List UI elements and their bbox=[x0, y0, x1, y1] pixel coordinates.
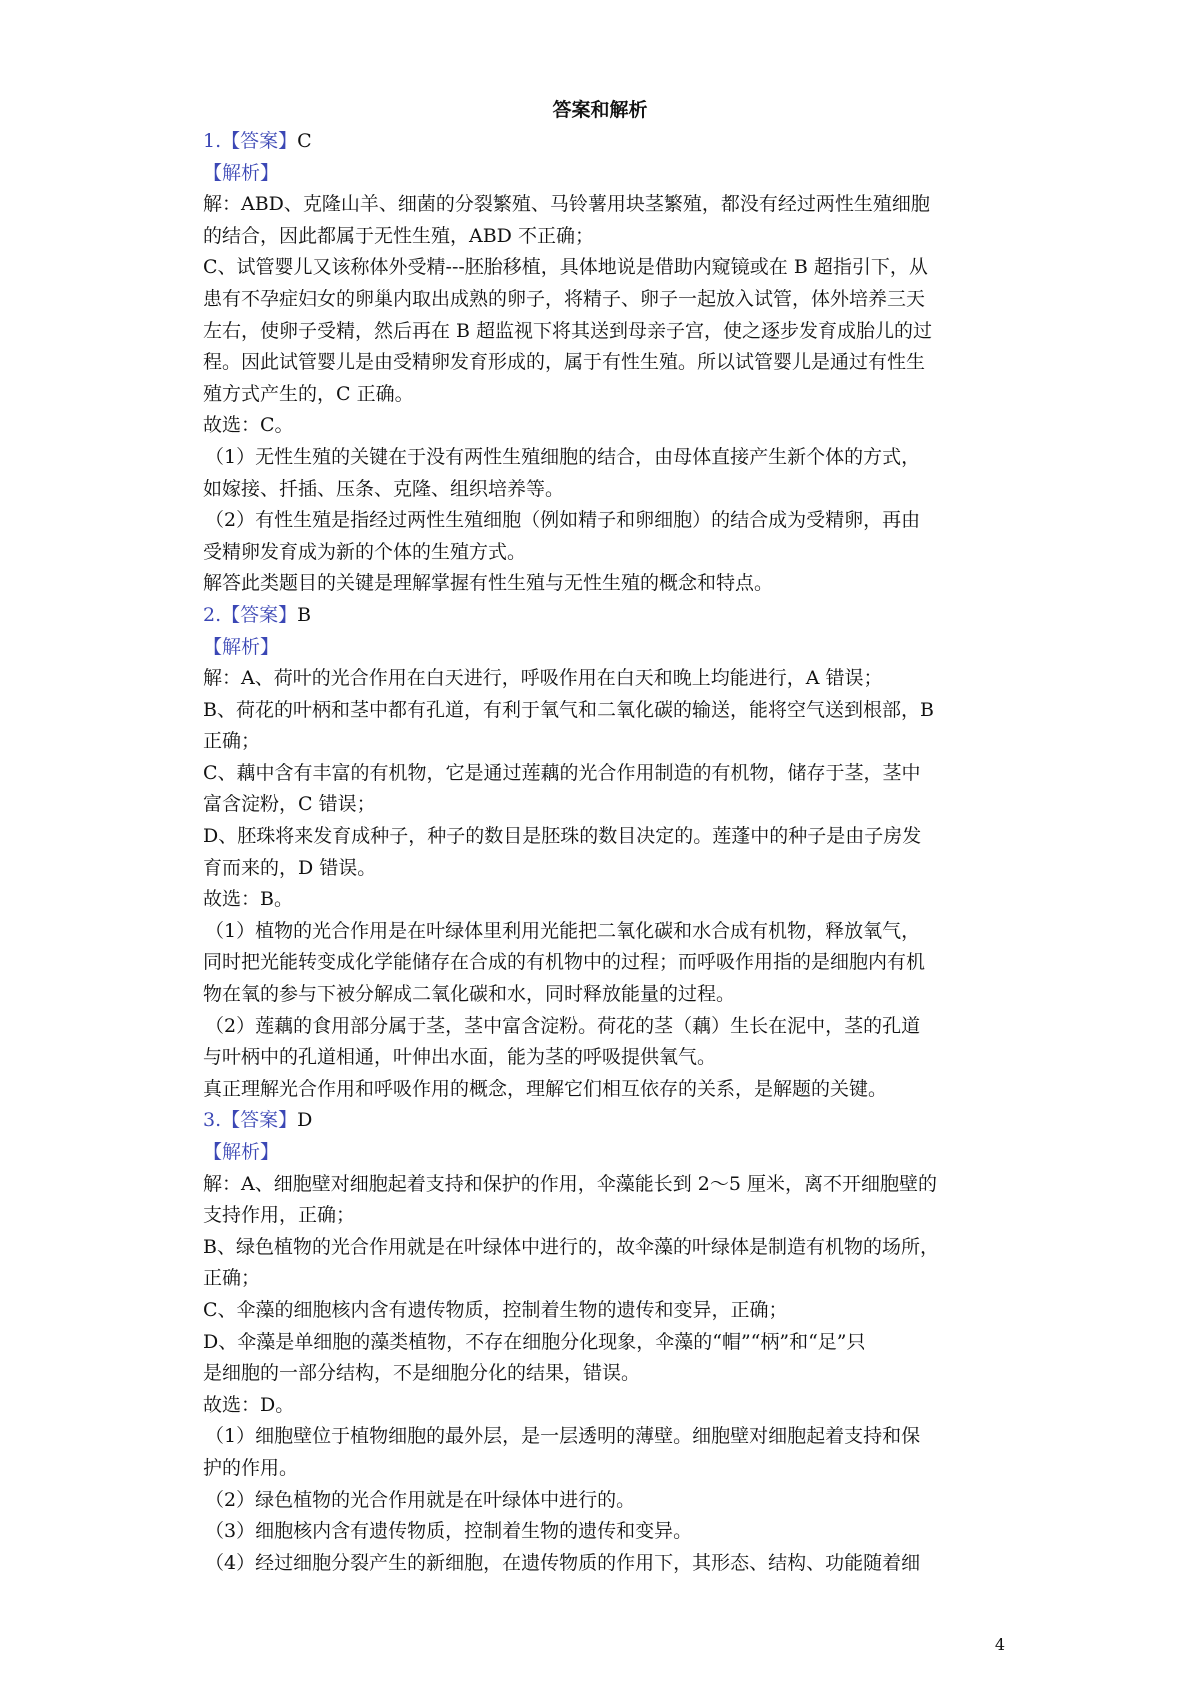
analysis-label: 【解析】 bbox=[203, 635, 280, 658]
question-number: 2. bbox=[203, 603, 222, 626]
analysis-line: 护的作用。 bbox=[203, 1456, 299, 1479]
analysis-line: 解：A、荷叶的光合作用在白天进行，呼吸作用在白天和晚上均能进行，A 错误； bbox=[203, 667, 883, 690]
analysis-line: 如嫁接、扦插、压条、克隆、组织培养等。 bbox=[203, 477, 565, 500]
analysis-line: （1）无性生殖的关键在于没有两性生殖细胞的结合，由母体直接产生新个体的方式， bbox=[205, 445, 921, 468]
analysis-line: （2）莲藕的食用部分属于茎，茎中富含淀粉。荷花的茎（藕）生长在泥中，茎的孔道 bbox=[205, 1014, 921, 1037]
question-number: 3. bbox=[203, 1109, 222, 1132]
answer-line-1 bbox=[203, 126, 1006, 158]
analysis-line: （1）植物的光合作用是在叶绿体里利用光能把二氧化碳和水合成有机物，释放氧气， bbox=[205, 919, 921, 942]
analysis-line: 的结合，因此都属于无性生殖，ABD 不正确； bbox=[203, 224, 594, 247]
analysis-line: 左右，使卵子受精，然后再在 B 超监视下将其送到母亲子宫，使之逐步发育成胎儿的过 bbox=[203, 319, 933, 342]
analysis-line: 患有不孕症妇女的卵巢内取出成熟的卵子，将精子、卵子一起放入试管，体外培养三天 bbox=[203, 287, 926, 310]
analysis-line: （3）细胞核内含有遗传物质，控制着生物的遗传和变异。 bbox=[205, 1520, 693, 1543]
analysis-line: B、荷花的叶柄和茎中都有孔道，有利于氧气和二氧化碳的输送，能将空气送到根部，B bbox=[203, 698, 934, 721]
answer-value: C bbox=[297, 130, 312, 152]
answer-line-2 bbox=[203, 600, 1006, 632]
analysis-line: 故选：C。 bbox=[203, 414, 294, 437]
analysis-line: 真正理解光合作用和呼吸作用的概念，理解它们相互依存的关系，是解题的关键。 bbox=[203, 1077, 888, 1100]
analysis-line: B、绿色植物的光合作用就是在叶绿体中进行的，故伞藻的叶绿体是制造有机物的场所， bbox=[203, 1235, 939, 1258]
analysis-line: 殖方式产生的，C 正确。 bbox=[203, 382, 414, 405]
analysis-line: 解：A、细胞壁对细胞起着支持和保护的作用，伞藻能长到 2～5 厘米，离不开细胞壁的 bbox=[203, 1172, 937, 1195]
analysis-line: 程。因此试管婴儿是由受精卵发育形成的，属于有性生殖。所以试管婴儿是通过有性生 bbox=[203, 351, 926, 374]
analysis-line: 是细胞的一部分结构，不是细胞分化的结果，错误。 bbox=[203, 1362, 641, 1385]
analysis-line: 育而来的，D 错误。 bbox=[203, 856, 377, 879]
analysis-body-3 bbox=[203, 1169, 1006, 1580]
analysis-line: 同时把光能转变成化学能储存在合成的有机物中的过程；而呼吸作用指的是细胞内有机 bbox=[203, 951, 926, 974]
analysis-line: 与叶柄中的孔道相通，叶伸出水面，能为茎的呼吸提供氧气。 bbox=[203, 1046, 717, 1069]
analysis-line: 故选：D。 bbox=[203, 1393, 295, 1416]
answer-label: 【答案】 bbox=[221, 1109, 298, 1132]
analysis-line: 受精卵发育成为新的个体的生殖方式。 bbox=[203, 540, 527, 563]
analysis-line: C、藕中含有丰富的有机物，它是通过莲藕的光合作用制造的有机物，储存于茎，茎中 bbox=[203, 761, 921, 784]
analysis-line: C、伞藻的细胞核内含有遗传物质，控制着生物的遗传和变异，正确； bbox=[203, 1298, 788, 1321]
analysis-line: 解答此类题目的关键是理解掌握有性生殖与无性生殖的概念和特点。 bbox=[203, 572, 774, 595]
analysis-line: 正确； bbox=[203, 730, 261, 753]
analysis-line: C、试管婴儿又该称体外受精---胚胎移植，具体地说是借助内窥镜或在 B 超指引下，从 bbox=[203, 256, 928, 279]
analysis-body-2 bbox=[203, 663, 1006, 1105]
analysis-line: 正确； bbox=[203, 1267, 261, 1290]
analysis-line: （4）经过细胞分裂产生的新细胞，在遗传物质的作用下，其形态、结构、功能随着细 bbox=[205, 1551, 921, 1574]
answer-line-3 bbox=[203, 1105, 1006, 1137]
analysis-line: D、伞藻是单细胞的藻类植物，不存在细胞分化现象，伞藻的“帽”“柄”和“足”只 bbox=[203, 1330, 866, 1353]
answer-value: B bbox=[297, 603, 312, 626]
analysis-line: 富含淀粉，C 错误； bbox=[203, 793, 376, 816]
analysis-line: 支持作用，正确； bbox=[203, 1204, 356, 1227]
answer-value: D bbox=[297, 1109, 313, 1132]
answer-content bbox=[203, 126, 1006, 1579]
analysis-label: 【解析】 bbox=[203, 1141, 280, 1163]
analysis-line: 解：ABD、克隆山羊、细菌的分裂繁殖、马铃薯用块茎繁殖，都没有经过两性生殖细胞 bbox=[203, 193, 930, 216]
question-number: 1. bbox=[203, 130, 222, 152]
analysis-line: （2）绿色植物的光合作用就是在叶绿体中进行的。 bbox=[205, 1488, 636, 1511]
analysis-line: （1）细胞壁位于植物细胞的最外层，是一层透明的薄壁。细胞壁对细胞起着支持和保 bbox=[205, 1425, 921, 1448]
analysis-line: 物在氧的参与下被分解成二氧化碳和水，同时释放能量的过程。 bbox=[203, 983, 736, 1006]
analysis-line: 故选：B。 bbox=[203, 888, 293, 911]
answer-label: 【答案】 bbox=[221, 130, 298, 152]
answer-label: 【答案】 bbox=[221, 603, 298, 626]
page-title: 答案和解析 bbox=[552, 99, 648, 121]
page-number: 4 bbox=[994, 1635, 1005, 1654]
analysis-line: （2）有性生殖是指经过两性生殖细胞（例如精子和卵细胞）的结合成为受精卵，再由 bbox=[205, 509, 921, 532]
analysis-label: 【解析】 bbox=[203, 161, 280, 184]
analysis-line: D、胚珠将来发育成种子，种子的数目是胚珠的数目决定的。莲蓬中的种子是由子房发 bbox=[203, 825, 922, 848]
analysis-body-1 bbox=[203, 189, 1006, 600]
